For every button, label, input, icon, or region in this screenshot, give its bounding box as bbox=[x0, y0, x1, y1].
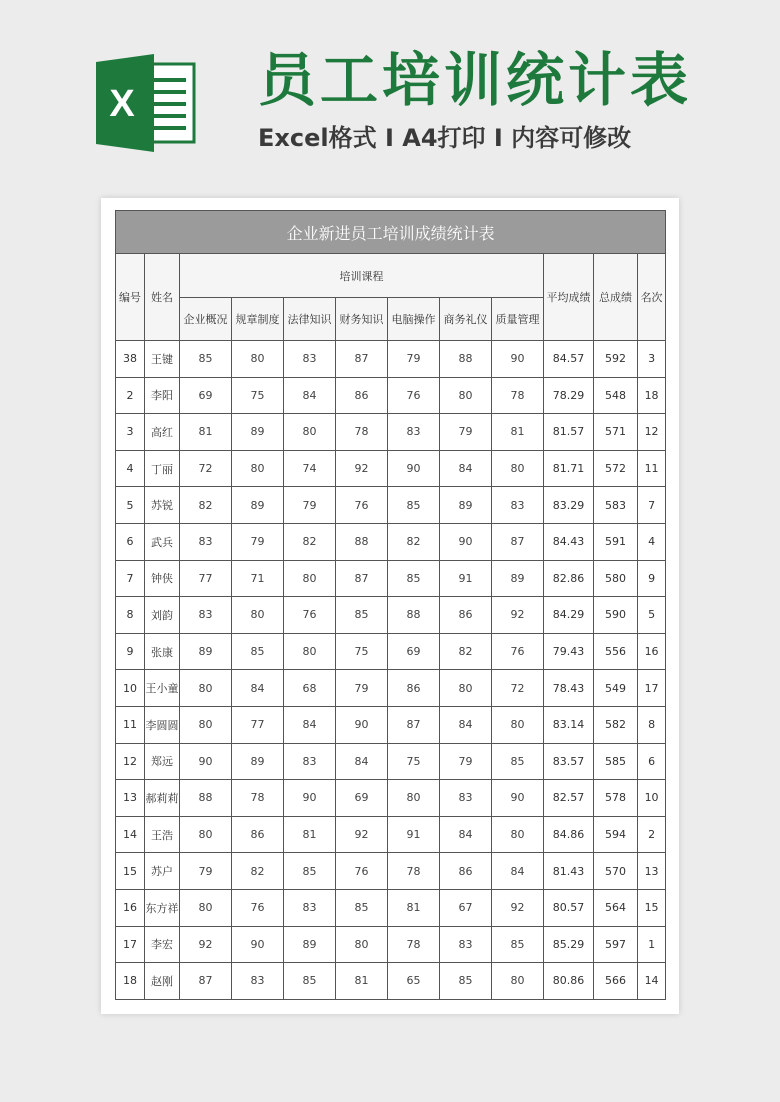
cell-rank[interactable]: 10 bbox=[638, 780, 666, 817]
table-row bbox=[116, 816, 666, 853]
cell-score[interactable]: 92 bbox=[336, 816, 388, 853]
table-row bbox=[116, 633, 666, 670]
cell-total[interactable]: 590 bbox=[594, 597, 638, 634]
cell-score[interactable]: 83 bbox=[180, 597, 232, 634]
cell-score[interactable]: 81 bbox=[180, 414, 232, 451]
cell-rank[interactable]: 12 bbox=[638, 414, 666, 451]
header-course: 电脑操作 bbox=[388, 298, 440, 341]
cell-rank[interactable]: 7 bbox=[638, 487, 666, 524]
cell-score[interactable]: 86 bbox=[440, 853, 492, 890]
cell-id[interactable]: 3 bbox=[116, 414, 145, 451]
cell-score[interactable]: 79 bbox=[388, 341, 440, 378]
cell-score[interactable]: 89 bbox=[232, 743, 284, 780]
cell-score[interactable]: 80 bbox=[232, 597, 284, 634]
cell-average[interactable]: 81.43 bbox=[544, 853, 594, 890]
table-row bbox=[116, 377, 666, 414]
cell-score[interactable]: 80 bbox=[284, 633, 336, 670]
cell-rank[interactable]: 4 bbox=[638, 523, 666, 560]
cell-score[interactable]: 80 bbox=[180, 706, 232, 743]
score-table bbox=[115, 210, 666, 1000]
table-row bbox=[116, 341, 666, 378]
cell-score[interactable]: 90 bbox=[232, 926, 284, 963]
cell-score[interactable]: 84 bbox=[284, 706, 336, 743]
cell-id[interactable]: 13 bbox=[116, 780, 145, 817]
cell-score[interactable]: 78 bbox=[492, 377, 544, 414]
cell-id[interactable]: 18 bbox=[116, 963, 145, 1000]
table-row bbox=[116, 487, 666, 524]
cell-score[interactable]: 92 bbox=[180, 926, 232, 963]
cell-total[interactable]: 556 bbox=[594, 633, 638, 670]
cell-score[interactable]: 79 bbox=[336, 670, 388, 707]
cell-total[interactable]: 582 bbox=[594, 706, 638, 743]
cell-total[interactable]: 548 bbox=[594, 377, 638, 414]
cell-total[interactable]: 549 bbox=[594, 670, 638, 707]
cell-score[interactable]: 84 bbox=[440, 450, 492, 487]
cell-average[interactable]: 79.43 bbox=[544, 633, 594, 670]
cell-score[interactable]: 89 bbox=[284, 926, 336, 963]
cell-score[interactable]: 90 bbox=[388, 450, 440, 487]
table-row bbox=[116, 414, 666, 451]
cell-score[interactable]: 83 bbox=[440, 926, 492, 963]
cell-total[interactable]: 591 bbox=[594, 523, 638, 560]
cell-rank[interactable]: 15 bbox=[638, 889, 666, 926]
table-row bbox=[116, 780, 666, 817]
table-row bbox=[116, 963, 666, 1000]
cell-score[interactable]: 80 bbox=[336, 926, 388, 963]
cell-id[interactable]: 2 bbox=[116, 377, 145, 414]
cell-total[interactable]: 585 bbox=[594, 743, 638, 780]
cell-total[interactable]: 583 bbox=[594, 487, 638, 524]
cell-score[interactable]: 89 bbox=[440, 487, 492, 524]
cell-score[interactable]: 75 bbox=[232, 377, 284, 414]
cell-average[interactable]: 84.29 bbox=[544, 597, 594, 634]
cell-name[interactable]: 丁丽 bbox=[145, 450, 180, 487]
cell-score[interactable]: 85 bbox=[388, 560, 440, 597]
cell-score[interactable]: 65 bbox=[388, 963, 440, 1000]
table-row bbox=[116, 853, 666, 890]
cell-score[interactable]: 83 bbox=[284, 889, 336, 926]
table-row bbox=[116, 450, 666, 487]
cell-score[interactable]: 79 bbox=[284, 487, 336, 524]
cell-score[interactable]: 85 bbox=[180, 341, 232, 378]
cell-score[interactable]: 89 bbox=[180, 633, 232, 670]
cell-score[interactable]: 85 bbox=[284, 963, 336, 1000]
cell-name[interactable]: 郝莉莉 bbox=[145, 780, 180, 817]
cell-total[interactable]: 570 bbox=[594, 853, 638, 890]
cell-score[interactable]: 90 bbox=[284, 780, 336, 817]
cell-score[interactable]: 79 bbox=[232, 523, 284, 560]
cell-score[interactable]: 76 bbox=[336, 487, 388, 524]
cell-id[interactable]: 4 bbox=[116, 450, 145, 487]
cell-score[interactable]: 84 bbox=[232, 670, 284, 707]
cell-score[interactable]: 83 bbox=[388, 414, 440, 451]
header-average: 平均成绩 bbox=[544, 254, 594, 341]
cell-score[interactable]: 80 bbox=[492, 450, 544, 487]
cell-score[interactable]: 87 bbox=[388, 706, 440, 743]
cell-average[interactable]: 82.57 bbox=[544, 780, 594, 817]
cell-id[interactable]: 7 bbox=[116, 560, 145, 597]
cell-score[interactable]: 81 bbox=[492, 414, 544, 451]
cell-average[interactable]: 84.86 bbox=[544, 816, 594, 853]
cell-id[interactable]: 8 bbox=[116, 597, 145, 634]
cell-average[interactable]: 82.86 bbox=[544, 560, 594, 597]
cell-name[interactable]: 高红 bbox=[145, 414, 180, 451]
cell-score[interactable]: 85 bbox=[336, 597, 388, 634]
cell-score[interactable]: 79 bbox=[440, 743, 492, 780]
cell-name[interactable]: 苏锐 bbox=[145, 487, 180, 524]
cell-score[interactable]: 69 bbox=[336, 780, 388, 817]
cell-rank[interactable]: 9 bbox=[638, 560, 666, 597]
cell-score[interactable]: 84 bbox=[440, 706, 492, 743]
cell-total[interactable]: 592 bbox=[594, 341, 638, 378]
cell-score[interactable]: 75 bbox=[336, 633, 388, 670]
cell-average[interactable]: 83.14 bbox=[544, 706, 594, 743]
cell-name[interactable]: 李圆圆 bbox=[145, 706, 180, 743]
cell-score[interactable]: 88 bbox=[336, 523, 388, 560]
cell-total[interactable]: 578 bbox=[594, 780, 638, 817]
cell-rank[interactable]: 16 bbox=[638, 633, 666, 670]
cell-total[interactable]: 580 bbox=[594, 560, 638, 597]
cell-score[interactable]: 78 bbox=[232, 780, 284, 817]
cell-score[interactable]: 84 bbox=[336, 743, 388, 780]
cell-rank[interactable]: 11 bbox=[638, 450, 666, 487]
cell-score[interactable]: 85 bbox=[492, 926, 544, 963]
cell-score[interactable]: 88 bbox=[440, 341, 492, 378]
cell-name[interactable]: 张康 bbox=[145, 633, 180, 670]
cell-average[interactable]: 78.29 bbox=[544, 377, 594, 414]
cell-score[interactable]: 81 bbox=[388, 889, 440, 926]
cell-score[interactable]: 76 bbox=[284, 597, 336, 634]
cell-score[interactable]: 80 bbox=[284, 560, 336, 597]
cell-score[interactable]: 75 bbox=[388, 743, 440, 780]
page-title: 员工培训统计表 bbox=[258, 46, 693, 114]
cell-average[interactable]: 81.57 bbox=[544, 414, 594, 451]
cell-score[interactable]: 78 bbox=[388, 853, 440, 890]
header-course: 商务礼仪 bbox=[440, 298, 492, 341]
cell-average[interactable]: 81.71 bbox=[544, 450, 594, 487]
cell-score[interactable]: 91 bbox=[388, 816, 440, 853]
cell-average[interactable]: 80.57 bbox=[544, 889, 594, 926]
cell-score[interactable]: 85 bbox=[336, 889, 388, 926]
cell-score[interactable]: 83 bbox=[284, 743, 336, 780]
cell-average[interactable]: 83.29 bbox=[544, 487, 594, 524]
cell-rank[interactable]: 5 bbox=[638, 597, 666, 634]
header-course-group: 培训课程 bbox=[180, 254, 544, 298]
cell-score[interactable]: 80 bbox=[284, 414, 336, 451]
cell-rank[interactable]: 17 bbox=[638, 670, 666, 707]
table-row bbox=[116, 889, 666, 926]
table-row bbox=[116, 670, 666, 707]
cell-average[interactable]: 85.29 bbox=[544, 926, 594, 963]
cell-score[interactable]: 71 bbox=[232, 560, 284, 597]
cell-score[interactable]: 82 bbox=[180, 487, 232, 524]
cell-score[interactable]: 74 bbox=[284, 450, 336, 487]
cell-rank[interactable]: 3 bbox=[638, 341, 666, 378]
cell-score[interactable]: 88 bbox=[388, 597, 440, 634]
cell-score[interactable]: 86 bbox=[232, 816, 284, 853]
cell-score[interactable]: 68 bbox=[284, 670, 336, 707]
cell-score[interactable]: 86 bbox=[388, 670, 440, 707]
cell-score[interactable]: 92 bbox=[492, 889, 544, 926]
cell-score[interactable]: 87 bbox=[492, 523, 544, 560]
header-course: 法律知识 bbox=[284, 298, 336, 341]
table-row bbox=[116, 743, 666, 780]
table-row bbox=[116, 523, 666, 560]
header-course: 财务知识 bbox=[336, 298, 388, 341]
cell-score[interactable]: 91 bbox=[440, 560, 492, 597]
cell-score[interactable]: 76 bbox=[492, 633, 544, 670]
cell-score[interactable]: 83 bbox=[440, 780, 492, 817]
cell-score[interactable]: 85 bbox=[284, 853, 336, 890]
cell-name[interactable]: 王小童 bbox=[145, 670, 180, 707]
cell-score[interactable]: 82 bbox=[440, 633, 492, 670]
cell-score[interactable]: 80 bbox=[440, 377, 492, 414]
cell-average[interactable]: 83.57 bbox=[544, 743, 594, 780]
cell-score[interactable]: 80 bbox=[232, 450, 284, 487]
cell-score[interactable]: 87 bbox=[336, 560, 388, 597]
cell-score[interactable]: 89 bbox=[492, 560, 544, 597]
cell-score[interactable]: 67 bbox=[440, 889, 492, 926]
cell-score[interactable]: 90 bbox=[492, 780, 544, 817]
cell-score[interactable]: 81 bbox=[336, 963, 388, 1000]
cell-score[interactable]: 77 bbox=[180, 560, 232, 597]
header-course: 质量管理 bbox=[492, 298, 544, 341]
cell-name[interactable]: 钟侠 bbox=[145, 560, 180, 597]
cell-score[interactable]: 76 bbox=[232, 889, 284, 926]
cell-total[interactable]: 566 bbox=[594, 963, 638, 1000]
cell-score[interactable]: 81 bbox=[284, 816, 336, 853]
cell-score[interactable]: 80 bbox=[180, 670, 232, 707]
cell-score[interactable]: 77 bbox=[232, 706, 284, 743]
cell-id[interactable]: 11 bbox=[116, 706, 145, 743]
cell-name[interactable]: 武兵 bbox=[145, 523, 180, 560]
header-course: 企业概况 bbox=[180, 298, 232, 341]
svg-text:X: X bbox=[109, 83, 135, 125]
cell-id[interactable]: 10 bbox=[116, 670, 145, 707]
cell-score[interactable]: 79 bbox=[180, 853, 232, 890]
cell-score[interactable]: 89 bbox=[232, 487, 284, 524]
cell-score[interactable]: 72 bbox=[180, 450, 232, 487]
cell-name[interactable]: 赵刚 bbox=[145, 963, 180, 1000]
cell-name[interactable]: 王浩 bbox=[145, 816, 180, 853]
cell-score[interactable]: 80 bbox=[492, 816, 544, 853]
cell-score[interactable]: 89 bbox=[232, 414, 284, 451]
cell-score[interactable]: 84 bbox=[440, 816, 492, 853]
cell-score[interactable]: 80 bbox=[180, 889, 232, 926]
header-banner bbox=[0, 0, 780, 190]
cell-average[interactable]: 84.57 bbox=[544, 341, 594, 378]
cell-name[interactable]: 刘韵 bbox=[145, 597, 180, 634]
cell-average[interactable]: 80.86 bbox=[544, 963, 594, 1000]
cell-name[interactable]: 郑远 bbox=[145, 743, 180, 780]
cell-name[interactable]: 王键 bbox=[145, 341, 180, 378]
header-course: 规章制度 bbox=[232, 298, 284, 341]
cell-average[interactable]: 84.43 bbox=[544, 523, 594, 560]
cell-score[interactable]: 86 bbox=[440, 597, 492, 634]
cell-score[interactable]: 69 bbox=[180, 377, 232, 414]
table-row bbox=[116, 926, 666, 963]
cell-name[interactable]: 苏户 bbox=[145, 853, 180, 890]
cell-total[interactable]: 572 bbox=[594, 450, 638, 487]
cell-score[interactable]: 85 bbox=[440, 963, 492, 1000]
cell-score[interactable]: 80 bbox=[180, 816, 232, 853]
cell-rank[interactable]: 2 bbox=[638, 816, 666, 853]
cell-score[interactable]: 83 bbox=[180, 523, 232, 560]
cell-score[interactable]: 83 bbox=[492, 487, 544, 524]
cell-score[interactable]: 76 bbox=[388, 377, 440, 414]
cell-id[interactable]: 6 bbox=[116, 523, 145, 560]
cell-total[interactable]: 571 bbox=[594, 414, 638, 451]
cell-score[interactable]: 84 bbox=[492, 853, 544, 890]
cell-score[interactable]: 85 bbox=[388, 487, 440, 524]
cell-score[interactable]: 90 bbox=[336, 706, 388, 743]
cell-score[interactable]: 92 bbox=[492, 597, 544, 634]
table-title: 企业新进员工培训成绩统计表 bbox=[116, 211, 666, 254]
cell-score[interactable]: 78 bbox=[336, 414, 388, 451]
cell-rank[interactable]: 18 bbox=[638, 377, 666, 414]
header-rank: 名次 bbox=[638, 254, 666, 341]
cell-score[interactable]: 80 bbox=[388, 780, 440, 817]
cell-total[interactable]: 597 bbox=[594, 926, 638, 963]
cell-score[interactable]: 92 bbox=[336, 450, 388, 487]
cell-id[interactable]: 14 bbox=[116, 816, 145, 853]
header-name: 姓名 bbox=[145, 254, 180, 341]
cell-id[interactable]: 38 bbox=[116, 341, 145, 378]
cell-id[interactable]: 17 bbox=[116, 926, 145, 963]
cell-score[interactable]: 85 bbox=[232, 633, 284, 670]
cell-rank[interactable]: 1 bbox=[638, 926, 666, 963]
cell-score[interactable]: 87 bbox=[336, 341, 388, 378]
table-row bbox=[116, 560, 666, 597]
excel-logo-icon bbox=[96, 54, 198, 152]
cell-score[interactable]: 88 bbox=[180, 780, 232, 817]
cell-average[interactable]: 78.43 bbox=[544, 670, 594, 707]
cell-id[interactable]: 5 bbox=[116, 487, 145, 524]
cell-score[interactable]: 76 bbox=[336, 853, 388, 890]
cell-total[interactable]: 594 bbox=[594, 816, 638, 853]
cell-name[interactable]: 李阳 bbox=[145, 377, 180, 414]
cell-score[interactable]: 79 bbox=[440, 414, 492, 451]
cell-score[interactable]: 82 bbox=[284, 523, 336, 560]
cell-rank[interactable]: 6 bbox=[638, 743, 666, 780]
cell-score[interactable]: 90 bbox=[180, 743, 232, 780]
cell-name[interactable]: 李宏 bbox=[145, 926, 180, 963]
cell-score[interactable]: 80 bbox=[492, 963, 544, 1000]
header-total: 总成绩 bbox=[594, 254, 638, 341]
header-id: 编号 bbox=[116, 254, 145, 341]
cell-score[interactable]: 83 bbox=[284, 341, 336, 378]
cell-score[interactable]: 87 bbox=[180, 963, 232, 1000]
cell-score[interactable]: 80 bbox=[492, 706, 544, 743]
cell-score[interactable]: 90 bbox=[492, 341, 544, 378]
cell-score[interactable]: 82 bbox=[388, 523, 440, 560]
page-subtitle: Excel格式 I A4打印 I 内容可修改 bbox=[258, 124, 632, 152]
cell-id[interactable]: 15 bbox=[116, 853, 145, 890]
cell-score[interactable]: 80 bbox=[440, 670, 492, 707]
cell-id[interactable]: 9 bbox=[116, 633, 145, 670]
cell-score[interactable]: 69 bbox=[388, 633, 440, 670]
table-row bbox=[116, 597, 666, 634]
cell-score[interactable]: 80 bbox=[232, 341, 284, 378]
cell-score[interactable]: 84 bbox=[284, 377, 336, 414]
cell-rank[interactable]: 14 bbox=[638, 963, 666, 1000]
cell-total[interactable]: 564 bbox=[594, 889, 638, 926]
cell-score[interactable]: 78 bbox=[388, 926, 440, 963]
cell-score[interactable]: 82 bbox=[232, 853, 284, 890]
cell-score[interactable]: 86 bbox=[336, 377, 388, 414]
cell-id[interactable]: 16 bbox=[116, 889, 145, 926]
cell-score[interactable]: 83 bbox=[232, 963, 284, 1000]
cell-rank[interactable]: 13 bbox=[638, 853, 666, 890]
cell-score[interactable]: 90 bbox=[440, 523, 492, 560]
cell-score[interactable]: 72 bbox=[492, 670, 544, 707]
cell-name[interactable]: 东方祥 bbox=[145, 889, 180, 926]
cell-id[interactable]: 12 bbox=[116, 743, 145, 780]
cell-rank[interactable]: 8 bbox=[638, 706, 666, 743]
spreadsheet-page bbox=[101, 198, 679, 1014]
table-row bbox=[116, 706, 666, 743]
cell-score[interactable]: 85 bbox=[492, 743, 544, 780]
